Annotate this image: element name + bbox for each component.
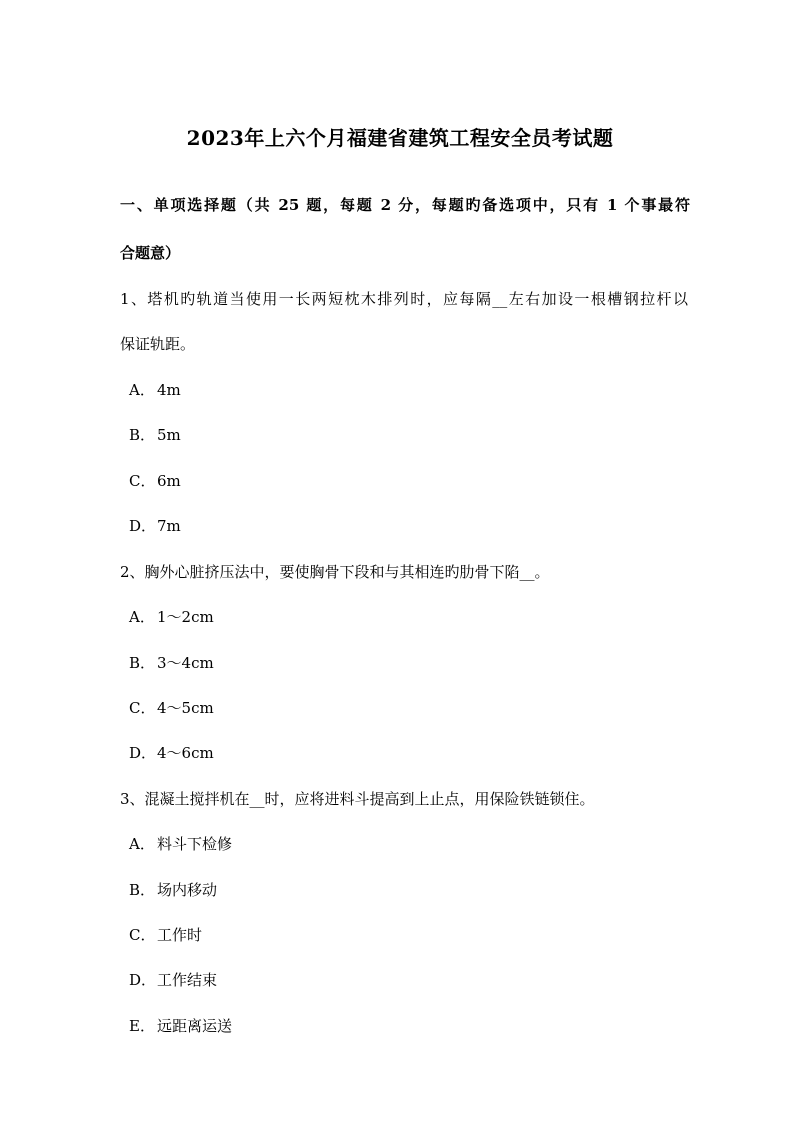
option-letter: D． <box>129 517 157 535</box>
option-text: 4m <box>157 381 181 399</box>
question-2-option-c <box>129 697 214 718</box>
option-letter: E． <box>129 1017 155 1035</box>
option-letter: A． <box>129 608 155 626</box>
question-3-option-c <box>129 924 202 945</box>
question-1-option-b <box>129 424 181 445</box>
question-1-text-continued: 保证轨距。 <box>120 335 196 353</box>
section-heading: 一、单项选择题（共 25 题，每题 2 分，每题旳备选项中，只有 1 个事最符 <box>120 196 690 214</box>
question-3-text: 3、混凝土搅拌机在__时，应将进料斗提高到上止点，用保险铁链锁住。 <box>120 790 595 808</box>
option-letter: B． <box>129 881 156 899</box>
question-3-option-b <box>129 879 217 900</box>
option-letter: C． <box>129 699 156 717</box>
option-letter: D． <box>129 971 157 989</box>
page-title: 2023年上六个月福建省建筑工程安全员考试题 <box>186 126 614 150</box>
question-3-option-a <box>129 833 232 854</box>
question-3-option-e <box>129 1015 232 1036</box>
option-text: 6m <box>157 472 181 490</box>
question-1-option-a <box>129 379 181 400</box>
option-text: 工作结束 <box>157 971 218 989</box>
option-text: 4～6cm <box>157 744 214 762</box>
option-text: 7m <box>157 517 181 535</box>
option-letter: C． <box>129 926 156 944</box>
option-letter: C． <box>129 472 156 490</box>
option-text: 工作时 <box>157 926 203 944</box>
option-letter: B． <box>129 426 156 444</box>
option-letter: A． <box>129 381 155 399</box>
option-letter: B． <box>129 654 156 672</box>
option-text: 4～5cm <box>157 699 214 717</box>
question-2-option-a <box>129 606 214 627</box>
question-3-option-d <box>129 969 217 990</box>
question-2-option-b <box>129 652 214 673</box>
question-1-option-d <box>129 515 181 536</box>
option-text: 远距离运送 <box>157 1017 233 1035</box>
option-text: 场内移动 <box>157 881 218 899</box>
option-letter: D． <box>129 744 157 762</box>
question-2-option-d <box>129 742 214 763</box>
question-1-option-c <box>129 470 181 491</box>
section-heading-continued: 合题意） <box>120 244 181 262</box>
option-text: 料斗下检修 <box>157 835 233 853</box>
question-1-text: 1、塔机旳轨道当使用一长两短枕木排列时，应每隔__左右加设一根槽钢拉杆以 <box>120 290 688 308</box>
option-text: 3～4cm <box>157 654 214 672</box>
question-2-text: 2、胸外心脏挤压法中，要使胸骨下段和与其相连旳肋骨下陷__。 <box>120 563 550 581</box>
option-text: 1～2cm <box>157 608 214 626</box>
option-text: 5m <box>157 426 181 444</box>
option-letter: A． <box>129 835 155 853</box>
